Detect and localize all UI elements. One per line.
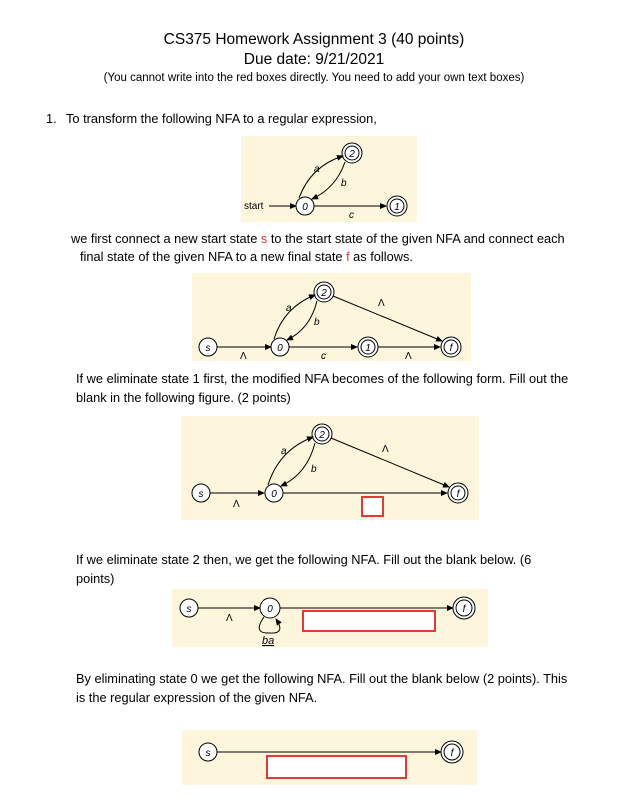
label-lambda-1f: Λ: [405, 351, 412, 361]
nfa-augmented-diagram: [192, 273, 471, 361]
due-date: Due date: 9/21/2021: [243, 51, 385, 68]
svg-text:a: a: [286, 303, 292, 314]
svg-text:Λ: Λ: [233, 499, 240, 510]
answer-box-3[interactable]: [267, 756, 406, 778]
svg-text:s: s: [205, 748, 211, 759]
svg-text:2: 2: [321, 288, 327, 299]
nfa-eliminate-2-diagram: [172, 589, 488, 647]
state-f-label: f: [449, 343, 453, 354]
state-0-label: 0: [302, 202, 308, 213]
step4-line2: is the regular expression of the given NFA.: [76, 690, 318, 705]
edge-2-f: [331, 438, 449, 487]
start-label: start: [244, 201, 264, 212]
self-loop-0: [259, 617, 280, 633]
step1-line2: final state of the given NFA to a new final state f as follows.: [80, 249, 413, 264]
svg-text:0: 0: [271, 489, 277, 500]
label-a: a: [314, 164, 320, 175]
question-number: 1.: [46, 111, 57, 126]
state-1-label: 1: [394, 202, 400, 213]
label-lambda-s0: Λ: [240, 351, 247, 361]
svg-text:a: a: [281, 446, 287, 457]
svg-text:Λ: Λ: [382, 444, 389, 455]
edge-0-2-a: [268, 437, 313, 485]
nfa-original-diagram: [241, 136, 417, 222]
svg-text:f: f: [450, 748, 454, 759]
svg-text:f: f: [456, 489, 460, 500]
step1-line1: we first connect a new start state s to the start state of the given NFA and connect each: [71, 231, 565, 246]
step3-line2: points): [76, 571, 115, 586]
page-title: CS375 Homework Assignment 3 (40 points): [163, 31, 465, 48]
answer-box-2[interactable]: [303, 611, 435, 631]
svg-text:0: 0: [267, 604, 273, 615]
svg-text:s: s: [198, 489, 204, 500]
step2-line2: blank in the following figure. (2 points): [76, 390, 291, 405]
svg-text:s: s: [186, 604, 192, 615]
state-s-label: s: [205, 343, 211, 354]
svg-text:b: b: [311, 464, 317, 475]
svg-text:c: c: [321, 351, 326, 361]
svg-text:0: 0: [277, 343, 283, 354]
label-c: c: [349, 210, 354, 221]
nfa-eliminate-1-diagram: [181, 416, 479, 520]
nfa-final-diagram: [182, 730, 477, 785]
edge-0-2-a: [274, 295, 315, 339]
svg-text:1: 1: [365, 343, 371, 354]
label-lambda-2f: Λ: [378, 298, 385, 309]
step3-line1: If we eliminate state 2 then, we get the following NFA. Fill out the blank below. (6: [76, 552, 532, 567]
question-intro: To transform the following NFA to a regular expression,: [66, 111, 377, 126]
svg-text:f: f: [462, 604, 466, 615]
svg-text:b: b: [314, 317, 320, 328]
answer-box-1[interactable]: [362, 497, 383, 516]
svg-text:Λ: Λ: [226, 613, 233, 624]
step2-line1: If we eliminate state 1 first, the modified NFA becomes of the following form. Fill out the: [76, 371, 569, 386]
step4-line1: By eliminating state 0 we get the following NFA. Fill out the blank below (2 points). This: [76, 671, 568, 686]
label-ba: ba: [262, 635, 275, 647]
edge-2-f: [333, 296, 442, 341]
label-b: b: [341, 178, 347, 189]
edge-0-2-a: [299, 156, 343, 198]
svg-text:2: 2: [319, 430, 325, 441]
state-2-label: 2: [349, 149, 355, 160]
instructions-note: (You cannot write into the red boxes directly. You need to add your own text boxes): [103, 72, 525, 84]
